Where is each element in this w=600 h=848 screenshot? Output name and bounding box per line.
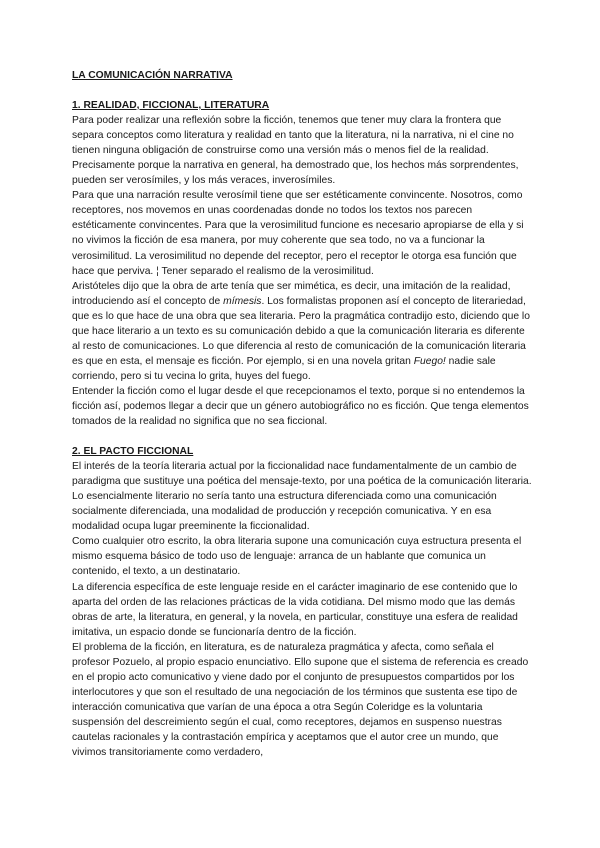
document-page	[72, 68, 532, 775]
paragraph	[72, 580, 532, 640]
paragraph-text: Para que una narración resulte verosímil tiene que ser estéticamente convincente. Nosotros, como receptores, nos movemos en unas coordenadas donde no todos los textos nos parecen estéticamente convincentes. Para que la verosimilitud funcione es necesario apropiarse de ella y si no vivimos la ficción de esa manera, por muy coherente que sea todo, no va a funcionar la verosimilitud. La verosimilitud no depende del receptor, pero el receptor le otorga esa función que hace que perviva. ¦ Tener separado el realismo de la verosimilitud.	[72, 190, 524, 277]
paragraph	[72, 640, 532, 760]
paragraph-text: Entender la ficción como el lugar desde el que recepcionamos el texto, porque si no entendemos la ficción así, podemos llegar a decir que un género autobiográfico no es ficción. Que tenga elementos tomados de la realidad no significa que no sea ficcional.	[72, 385, 529, 428]
document-title: LA COMUNICACIÓN NARRATIVA	[72, 70, 233, 81]
emphasis-term: Fuego!	[413, 355, 446, 367]
paragraph-text: La diferencia específica de este lenguaje reside en el carácter imaginario de ese contenido que lo aparta del orden de las relaciones prácticas de la vida cotidiana. Del mismo modo que las demás obras de arte, la literatura, en general, y la novela, en particular, constituye una esfera de realidad imitativa, un espacio donde se funcionaría dentro de la ficción.	[72, 581, 518, 638]
paragraph-text: El interés de la teoría literaria actual por la ficcionalidad nace fundamentalmente de un cambio de paradigma que sustituye una poética del mensaje-texto, por una poética de la comunicación literaria. Lo esencialmente literario no sería tanto una estructura diferenciada como una comunicación socialmente diferenciada, una modalidad de producción y recepción comunicativa. Y en esa modalidad ocupa lugar preeminente la ficcionalidad.	[72, 461, 532, 533]
paragraph	[72, 113, 532, 188]
section-realidad	[72, 98, 532, 429]
paragraph	[72, 188, 532, 278]
section-heading: 2. EL PACTO FICCIONAL	[72, 446, 194, 458]
paragraph-text: Para poder realizar una reflexión sobre la ficción, tenemos que tener muy clara la frontera que separa conceptos como literatura y realidad en tanto que la literatura, ni la narrativa, ni el cine no tienen ninguna obligación de construirse como una versión más o menos fiel de la realidad. Precisamente porque la narrativa en general, ha demostrado que, los hechos más sorprendentes, pueden ser verosímiles, y los más veraces, inverosímiles.	[72, 115, 519, 187]
section-heading: 1. REALIDAD, FICCIONAL, LITERATURA	[72, 100, 270, 112]
paragraph-text: . Los formalistas proponen así el concepto de literariedad, que es lo que hace de una obra que sea literaria. Pero la pragmática contradijo esto, diciendo que lo que hace literario a un texto es su comunicación debido a que la comunicación literaria es diferente al resto de comunicaciones. Lo que diferencia al resto de comunicación de la comunicación literaria es que en esta, el mensaje es ficción. Por ejemplo, si en una novela gritan	[72, 295, 530, 367]
paragraph-text: nadie sale corriendo, pero si tu vecina lo grita, huyes del fuego.	[72, 355, 496, 382]
paragraph-text: El problema de la ficción, en literatura, es de naturaleza pragmática y afecta, como señala el profesor Pozuelo, al propio espacio enunciativo. Ello supone que el sistema de referencia es creado en el propio acto comunicativo y viene dado por el conjunto de presupuestos compartidos por los interlocutores y que son el resultado de una negociación de los términos que sustenta ese tipo de interacción comunicativa que varían de una época a otra Según Coleridge es la voluntaria suspensión del descreimiento según el cual, como receptores, dejamos en suspenso nuestras cautelas racionales y la contrastación empírica y aceptamos que el autor cree un mundo, que vivimos transitoriamente como verdadero,	[72, 641, 529, 759]
section-pacto-ficcional	[72, 444, 532, 760]
paragraph	[72, 459, 532, 534]
paragraph-text: Aristóteles dijo que la obra de arte tenía que ser mimética, es decir, una imitación de la realidad, introduciendo así el concepto de	[72, 280, 511, 307]
paragraph	[72, 384, 532, 429]
paragraph	[72, 534, 532, 579]
paragraph-text: Como cualquier otro escrito, la obra literaria supone una comunicación cuya estructura presenta el mismo esquema básico de todo uso de lenguaje: arranca de un hablante que comunica un contenido, el texto, a un destinatario.	[72, 536, 522, 578]
paragraph	[72, 279, 532, 384]
emphasis-term: mímesis	[223, 295, 262, 307]
